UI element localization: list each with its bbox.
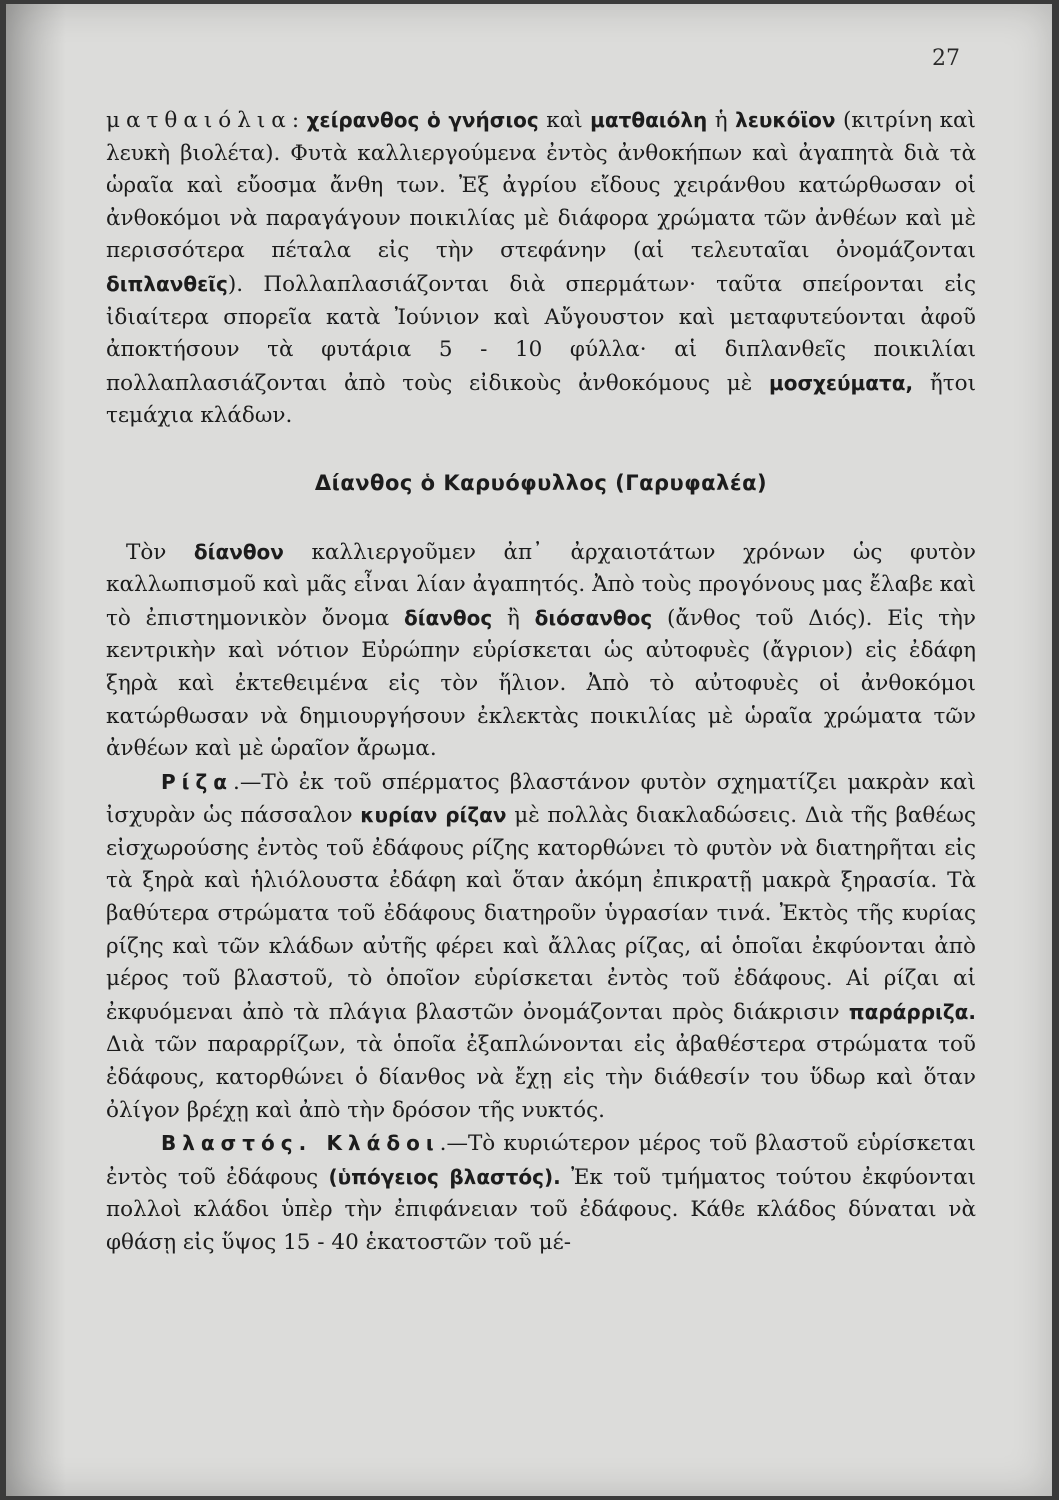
section-term: Ρίζα bbox=[161, 769, 234, 794]
bold-term: διόσανθος bbox=[534, 605, 653, 630]
bold-term: κυρίαν ρίζαν bbox=[360, 803, 507, 828]
bold-term: διπλανθεῖς bbox=[106, 271, 228, 296]
bold-term: δίανθον bbox=[193, 539, 284, 564]
book-page bbox=[6, 4, 1052, 1496]
paragraph-stem: Βλαστός. Κλάδοι.—Τὸ κυριώτερον μέρος τοῦ βλαστοῦ εὑρίσκεται ἐντὸς τοῦ ἐδάφους (ὑπόγειος βλαστός). Ἐκ τοῦ τμήματος τούτου ἐκφύονται πολλοὶ κλάδοι ὑπὲρ τὴν ἐπιφάνειαν τοῦ ἐδάφους. Κάθε κλάδος δύναται νὰ φθάσῃ εἰς ὕψος 15 - 40 ἑκατοστῶν τοῦ μέ- bbox=[106, 1131, 977, 1255]
paragraph-dianthus-intro: Τὸν δίανθον καλλιεργοῦμεν ἀπ᾿ ἀρχαιοτάτων χρόνων ὡς φυτὸν καλλωπισμοῦ καὶ μᾶς εἶναι λίαν ἀγαπητός. Ἀπὸ τοὺς προγόνους μας ἔλαβε καὶ τὸ ἐπιστημονικὸν ὄνομα δίανθος ἢ διόσανθος (ἄνθος τοῦ Διός). Εἰς τὴν κεντρικὴν καὶ νότιον Εὐρώπην εὑρίσκεται ὡς αὐτοφυὲς (ἄγριον) εἰς ἐδάφη ξηρὰ καὶ ἐκτεθειμένα εἰς τὸν ἥλιον. Ἀπὸ τὸ αὐτοφυὲς οἱ ἀνθοκόμοι κατώρθωσαν νὰ δημιουργήσουν ἐκλεκτὰς ποικιλίας μὲ ὡραῖα χρώματα τῶν ἀνθέων καὶ μὲ ὡραῖον ἄρωμα. bbox=[106, 539, 976, 762]
page-body bbox=[106, 104, 976, 1260]
section-heading: Δίανθος ὁ Καρυόφυλλος (Γαρυφαλέα) bbox=[314, 470, 768, 495]
spaced-term: ματθαιόλια bbox=[106, 108, 292, 133]
bold-term: μοσχεύματα, bbox=[768, 370, 914, 395]
page-number: 27 bbox=[932, 46, 960, 71]
bold-term: λευκόϊον bbox=[735, 108, 836, 132]
paragraph-root: Ρίζα.—Τὸ ἐκ τοῦ σπέρματος βλαστάνον φυτὸν σχηματίζει μακρὰν καὶ ἰσχυρὰν ὡς πάσσαλον κυρίαν ρίζαν μὲ πολλὰς διακλαδώσεις. Διὰ τῆς βαθέως εἰσχωρούσης ἐντὸς τοῦ ἐδάφους ρίζης κατορθώνει τὸ φυτὸν νὰ διατηρῆται εἰς τὰ ξηρὰ καὶ ἡλιόλουστα ἐδάφη καὶ ὅταν ἀκόμη ἐπικρατῇ μακρὰ ξηρασία. Τὰ βαθύτερα στρώματα τοῦ ἐδάφους διατηροῦν ὑγρασίαν τινά. Ἐκτὸς τῆς κυρίας ρίζης καὶ τῶν κλάδων αὐτῆς φέρει καὶ ἄλλας ρίζας, αἱ ὁποῖαι ἐκφύονται ἀπὸ μέρος τοῦ βλαστοῦ, τὸ ὁποῖον εὑρίσκεται ἐντὸς τοῦ ἐδάφους. Αἱ ρίζαι αἱ ἐκφυόμεναι ἀπὸ τὰ πλάγια βλαστῶν ὀνομάζονται πρὸς διάκρισιν παράρριζα. Διὰ τῶν παραρρίζων, τὰ ὁποῖα ἐξαπλώνονται εἰς ἀβαθέστερα στρώματα τοῦ ἐδάφους, κατορθώνει ὁ δίανθος νὰ ἔχῃ εἰς τὴν διάθεσίν του ὕδωρ καὶ ὅταν ὀλίγον βρέχῃ καὶ ἀπὸ τὴν δρόσον τῆς νυκτός. bbox=[106, 769, 977, 1123]
bold-term: δίανθος bbox=[403, 605, 493, 630]
bold-term: χείρανθος ὁ γνήσιος bbox=[306, 108, 539, 132]
bold-term: (ὑπόγειος βλαστός). bbox=[328, 1164, 561, 1189]
page-gutter-shadow bbox=[6, 4, 66, 1496]
bold-term: ματθαιόλη bbox=[590, 108, 708, 132]
bold-term: παράρριζα. bbox=[848, 999, 976, 1024]
paragraph-matthiola: ματθαιόλια: χείρανθος ὁ γνήσιος καὶ ματθαιόλη ἡ λευκόϊον (κιτρίνη καὶ λευκὴ βιολέτα). Φυτὰ καλλιεργούμενα ἐντὸς ἀνθοκήπων καὶ ἀγαπητὰ διὰ τὰ ὡραῖα καὶ εὔοσμα ἄνθη των. Ἐξ ἀγρίου εἴδους χειράνθου κατώρθωσαν οἱ ἀνθοκόμοι νὰ παραγάγουν ποικιλίας μὲ διάφορα χρώματα τῶν ἀνθέων καὶ μὲ περισσότερα πέταλα εἰς τὴν στεφάνην (αἱ τελευταῖαι ὀνομάζονται διπλανθεῖς). Πολλαπλασιάζονται διὰ σπερμάτων· ταῦτα σπείρονται εἰς ἰδιαίτερα σπορεῖα κατὰ Ἰούνιον καὶ Αὔγουστον καὶ μεταφυτεύονται ἀφοῦ ἀποκτήσουν τὰ φυτάρια 5 - 10 φύλλα· αἱ διπλανθεῖς ποικιλίαι πολλαπλασιάζονται ἀπὸ τοὺς εἰδικοὺς ἀνθοκόμους μὲ μοσχεύματα, ἤτοι τεμάχια κλάδων. bbox=[106, 108, 976, 429]
section-term: Βλαστός. Κλάδοι bbox=[161, 1131, 440, 1156]
